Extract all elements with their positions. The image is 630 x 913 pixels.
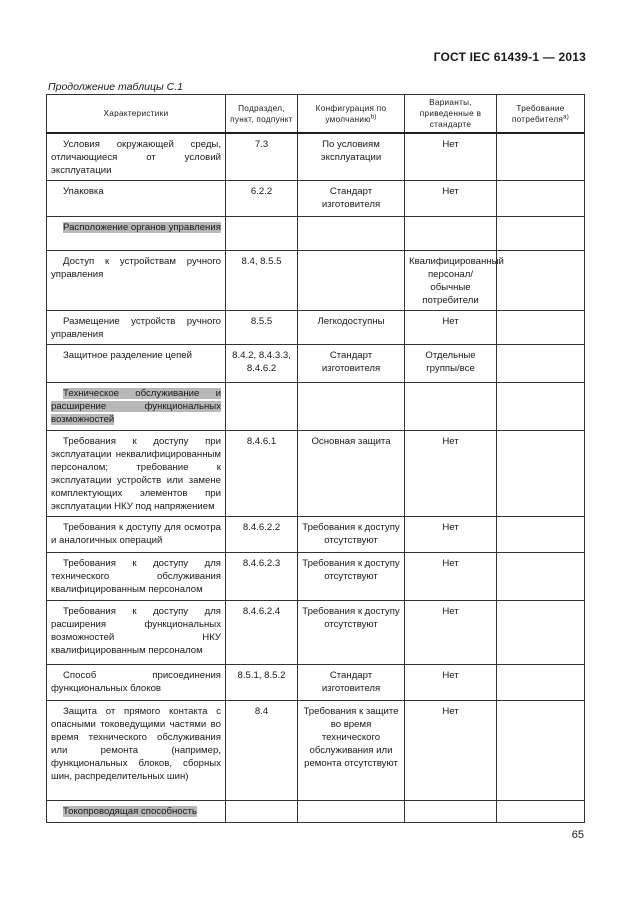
cell-requirement	[497, 181, 585, 217]
cell-options	[405, 217, 497, 251]
col-header-options: Варианты, приведенные в стандарте	[405, 95, 497, 134]
cell-default	[298, 383, 405, 431]
cell-options: Квалифицированный персонал/ обычные потребители	[405, 251, 497, 311]
cell-options: Отдельные группы/все	[405, 345, 497, 383]
cell-requirement	[497, 217, 585, 251]
requirements-table	[46, 94, 585, 823]
cell-section-title	[47, 801, 226, 823]
table-row	[47, 181, 585, 217]
cell-characteristic: Условия окружающей среды, отличающиеся от условий эксплуатации	[47, 133, 226, 181]
cell-clause: 8.4.6.1	[226, 431, 298, 517]
section-title-controls: Расположение органов управления	[63, 222, 221, 233]
col-header-characteristics: Характеристики	[47, 95, 226, 134]
section-row	[47, 801, 585, 823]
cell-clause: 8.4	[226, 701, 298, 801]
cell-clause: 8.4.2, 8.4.3.3, 8.4.6.2	[226, 345, 298, 383]
cell-default: Требования к доступу отсутствуют	[298, 553, 405, 601]
table-row	[47, 665, 585, 701]
table-row	[47, 517, 585, 553]
cell-characteristic: Требования к доступу при эксплуатации неквалифицированным персоналом; требование к эксплуатации устройств или замене комплектующих элементов при эксплуатации НКУ под напряжением	[47, 431, 226, 517]
cell-options: Нет	[405, 431, 497, 517]
cell-default: Стандарт изготовителя	[298, 345, 405, 383]
cell-section-title	[47, 383, 226, 431]
cell-section-title	[47, 217, 226, 251]
table-row	[47, 311, 585, 345]
table-row	[47, 553, 585, 601]
cell-requirement	[497, 553, 585, 601]
table-row	[47, 701, 585, 801]
cell-characteristic: Требования к доступу для расширения функциональных возможностей НКУ квалифицированным персоналом	[47, 601, 226, 665]
cell-clause	[226, 217, 298, 251]
table-caption: Продолжение таблицы С.1	[48, 81, 183, 93]
section-title-current-capacity: Токопроводящая способность	[63, 806, 197, 817]
col-header-customer-requirement: Требование потребителя$^{а)}$	[497, 95, 585, 134]
cell-clause: 8.4.6.2.4	[226, 601, 298, 665]
cell-clause: 8.5.1, 8.5.2	[226, 665, 298, 701]
cell-options	[405, 801, 497, 823]
col-header-clause: Подраздел, пункт, подпункт	[226, 95, 298, 134]
cell-requirement	[497, 701, 585, 801]
cell-default: Легкодоступны	[298, 311, 405, 345]
cell-clause: 8.4.6.2.3	[226, 553, 298, 601]
cell-characteristic: Упаковка	[47, 181, 226, 217]
cell-characteristic: Защита от прямого контакта с опасными токоведущими частями во время технического обслуживания или ремонта (например, функциональных блоков, сборных шин, распределительных шин)	[47, 701, 226, 801]
cell-clause: 7.3	[226, 133, 298, 181]
cell-default: По условиям эксплуатации	[298, 133, 405, 181]
cell-default	[298, 217, 405, 251]
table-row	[47, 345, 585, 383]
cell-options: Нет	[405, 133, 497, 181]
col-header-default-config: Конфигурация по умолчанию$^{b)}$	[298, 95, 405, 134]
cell-default: Стандарт изготовителя	[298, 181, 405, 217]
cell-options: Нет	[405, 181, 497, 217]
page-number: 65	[571, 829, 584, 841]
cell-options: Нет	[405, 311, 497, 345]
cell-requirement	[497, 517, 585, 553]
table-row	[47, 431, 585, 517]
section-title-maintenance: Техническое обслуживание и расширение функциональных возможностей	[51, 388, 221, 425]
cell-clause	[226, 383, 298, 431]
cell-requirement	[497, 601, 585, 665]
cell-options: Нет	[405, 517, 497, 553]
cell-requirement	[497, 251, 585, 311]
cell-options: Нет	[405, 601, 497, 665]
section-row	[47, 217, 585, 251]
cell-requirement	[497, 133, 585, 181]
footnote-mark-a: а)	[563, 113, 570, 120]
cell-characteristic: Требования к доступу для осмотра и аналогичных операций	[47, 517, 226, 553]
table-row	[47, 251, 585, 311]
section-row	[47, 383, 585, 431]
cell-default: Требования к доступу отсутствуют	[298, 601, 405, 665]
cell-options	[405, 383, 497, 431]
cell-characteristic: Требования к доступу для технического обслуживания квалифицированным персоналом	[47, 553, 226, 601]
cell-requirement	[497, 345, 585, 383]
document-code: ГОСТ IEC 61439-1 — 2013	[433, 50, 586, 64]
table-header-row	[47, 95, 585, 134]
cell-characteristic: Доступ к устройствам ручного управления	[47, 251, 226, 311]
cell-options: Нет	[405, 701, 497, 801]
footnote-mark-b: b)	[370, 113, 377, 120]
cell-default: Требования к доступу отсутствуют	[298, 517, 405, 553]
cell-clause: 8.5.5	[226, 311, 298, 345]
cell-default	[298, 801, 405, 823]
cell-requirement	[497, 431, 585, 517]
cell-requirement	[497, 801, 585, 823]
cell-default	[298, 251, 405, 311]
cell-default: Основная защита	[298, 431, 405, 517]
cell-characteristic: Защитное разделение цепей	[47, 345, 226, 383]
cell-requirement	[497, 665, 585, 701]
cell-characteristic: Размещение устройств ручного управления	[47, 311, 226, 345]
cell-characteristic: Способ присоединения функциональных блоков	[47, 665, 226, 701]
cell-requirement	[497, 311, 585, 345]
cell-options: Нет	[405, 665, 497, 701]
table-row	[47, 601, 585, 665]
cell-clause: 8.4.6.2.2	[226, 517, 298, 553]
cell-options: Нет	[405, 553, 497, 601]
cell-clause: 8.4, 8.5.5	[226, 251, 298, 311]
cell-clause	[226, 801, 298, 823]
table-row	[47, 133, 585, 181]
cell-default: Стандарт изготовителя	[298, 665, 405, 701]
cell-requirement	[497, 383, 585, 431]
cell-default: Требования к защите во время технического обслуживания или ремонта отсутствуют	[298, 701, 405, 801]
cell-clause: 6.2.2	[226, 181, 298, 217]
